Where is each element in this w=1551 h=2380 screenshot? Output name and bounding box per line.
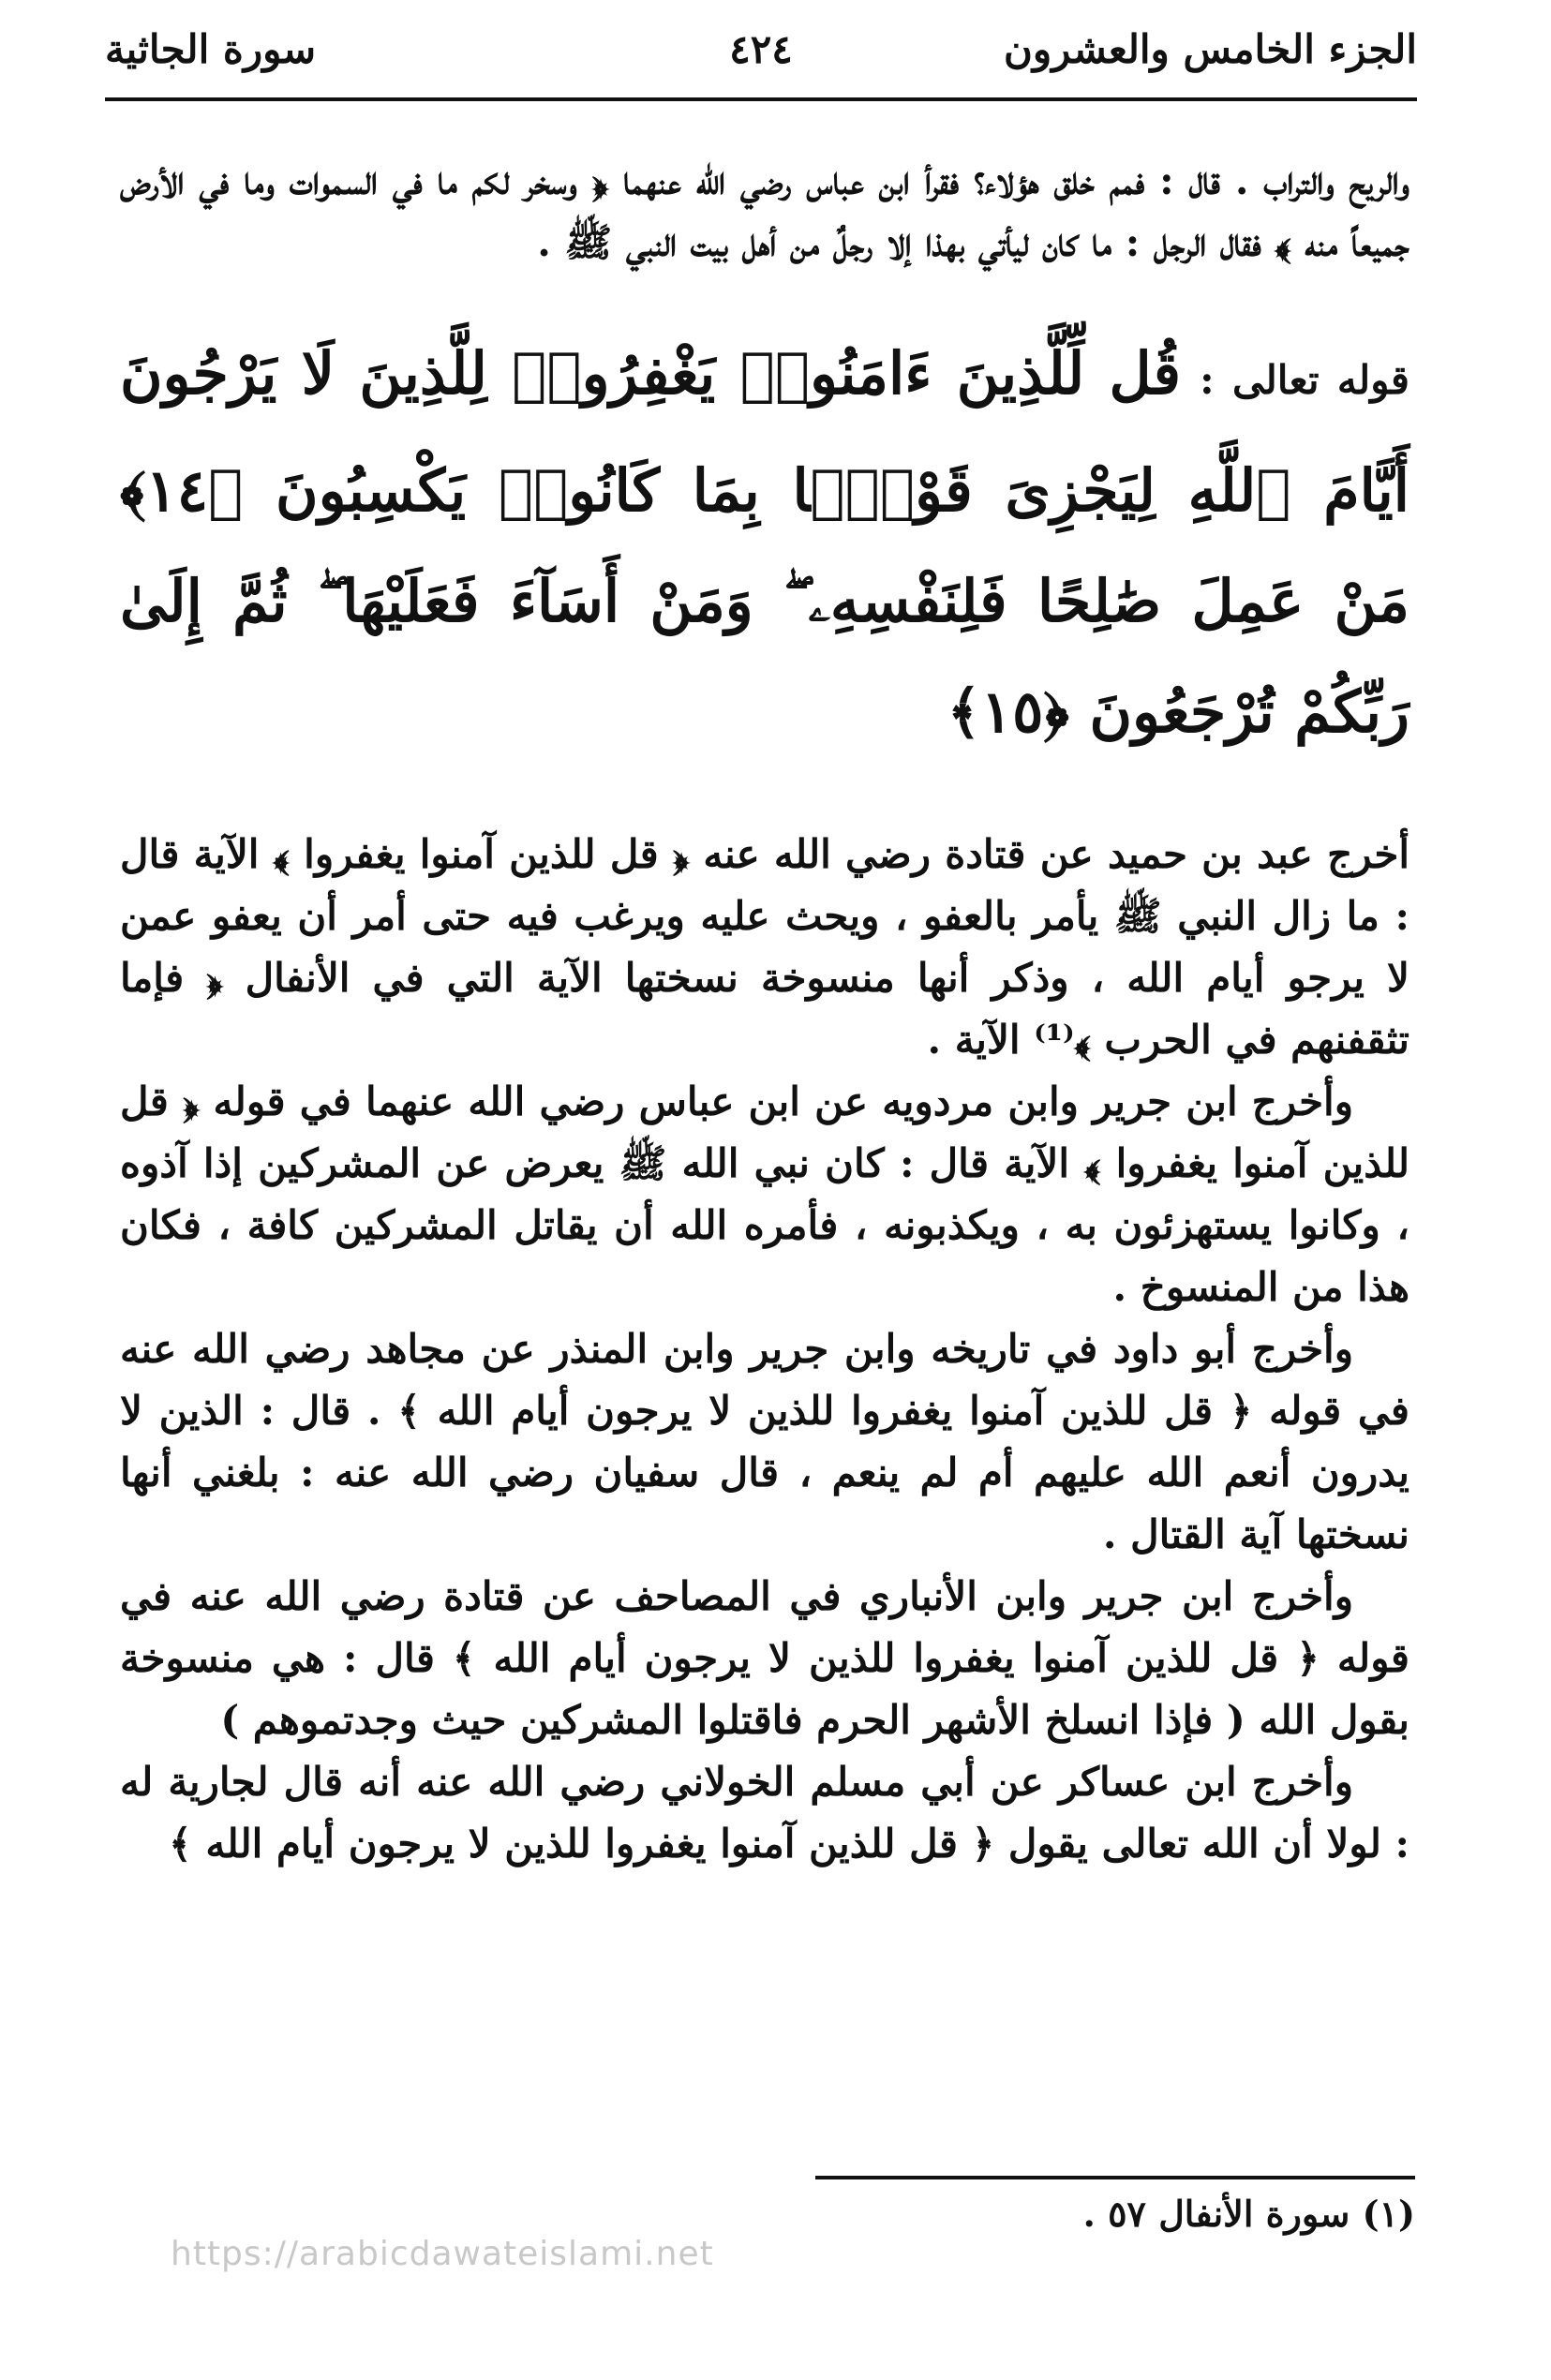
paragraph-4: وأخرج أبو داود في تاريخه وابن جرير وابن المنذر عن مجاهد رضي الله عنه في قوله ﴿ قل للذين آمنوا يغفروا للذين لا يرجون أيام الله ﴾ . قال : الذين لا يدرون أنعم الله عليهم أم لم ينعم ، قال سفيان رضي الله عنه : بلغني أنها نسختها آية القتال . xyxy=(120,1326,1409,1557)
verse-text: قُل لِّلَّذِينَ ءَامَنُوا۟ يَغْفِرُوا۟ لِلَّذِينَ لَا يَرْجُونَ أَيَّامَ ٱللَّهِ لِيَجْزِىَ قَوْمًۢا بِمَا كَانُوا۟ يَكْسِبُونَ ﴿١٤﴾ مَنْ عَمِلَ صَٰلِحًا فَلِنَفْسِهِۦ ۖ وَمَنْ أَسَآءَ فَعَلَيْهَا ۖ ثُمَّ إِلَىٰ رَبِّكُمْ تُرْجَعُونَ ﴿١٥﴾ xyxy=(120,339,1409,746)
paragraph-5: وأخرج ابن جرير وابن الأنباري في المصاحف عن قتادة رضي الله عنه في قوله ﴿ قل للذين آمنوا يغفروا للذين لا يرجون أيام الله ﴾ قال : هي منسوخة بقول الله ( فإذا انسلخ الأشهر الحرم فاقتلوا المشركين حيث وجدتموهم ) xyxy=(120,1573,1409,1743)
quran-verse-block xyxy=(120,319,1409,767)
surah-title: سورة الجاثية xyxy=(105,26,317,72)
quran-verse xyxy=(120,319,1409,767)
paragraph-1: والريح والتراب . قال : فمم خلق هؤلاء؟ فقرأ ابن عباس رضي الله عنهما ﴿ وسخر لكم ما في السموات وما في الأرض جميعاً منه ﴾ فقال الرجل : ما كان ليأتي بهذا إلا رجلٌ من أهل بيت النبي ﷺ . xyxy=(120,157,1409,265)
footnote: (١) سورة الأنفال ٥٧ . xyxy=(1082,2193,1415,2235)
paragraph-2: أخرج عبد بن حميد عن قتادة رضي الله عنه ﴿ قل للذين آمنوا يغفروا ﴾ الآية قال : ما زال النبي ﷺ يأمر بالعفو ، ويحث عليه ويرغب فيه حتى أمر أن يعفو عمن لا يرجو أيام الله ، وذكر أنها منسوخة نسختها الآية التي في الأنفال ﴿ فإما تثقفنهم في الحرب ﴾⁽¹⁾ الآية . xyxy=(120,831,1409,1063)
verse-intro: قوله تعالى : xyxy=(1200,357,1410,403)
paragraph-6: وأخرج ابن عساكر عن أبي مسلم الخولاني رضي الله عنه أنه قال لجارية له : لولا أن الله تعالى يقول ﴿ قل للذين آمنوا يغفروا للذين لا يرجون أيام الله ﴾ xyxy=(120,1759,1409,1867)
watermark-url: https://arabicdawateislami.net xyxy=(171,2235,714,2273)
page-header xyxy=(105,17,1417,84)
main-text xyxy=(120,150,1409,1875)
part-title: الجزء الخامس والعشرون xyxy=(1004,26,1417,72)
paragraph-3: وأخرج ابن جرير وابن مردويه عن ابن عباس رضي الله عنهما في قوله ﴿ قل للذين آمنوا يغفروا ﴾ الآية قال : كان نبي الله ﷺ يعرض عن المشركين إذا آذوه ، وكانوا يستهزئون به ، ويكذبونه ، فأمره الله أن يقاتل المشركين كافة ، فكان هذا من المنسوخ . xyxy=(120,1078,1409,1310)
footnote-divider xyxy=(815,2176,1415,2179)
header-divider xyxy=(105,97,1417,101)
page-number: ٤٢٤ xyxy=(729,26,793,72)
